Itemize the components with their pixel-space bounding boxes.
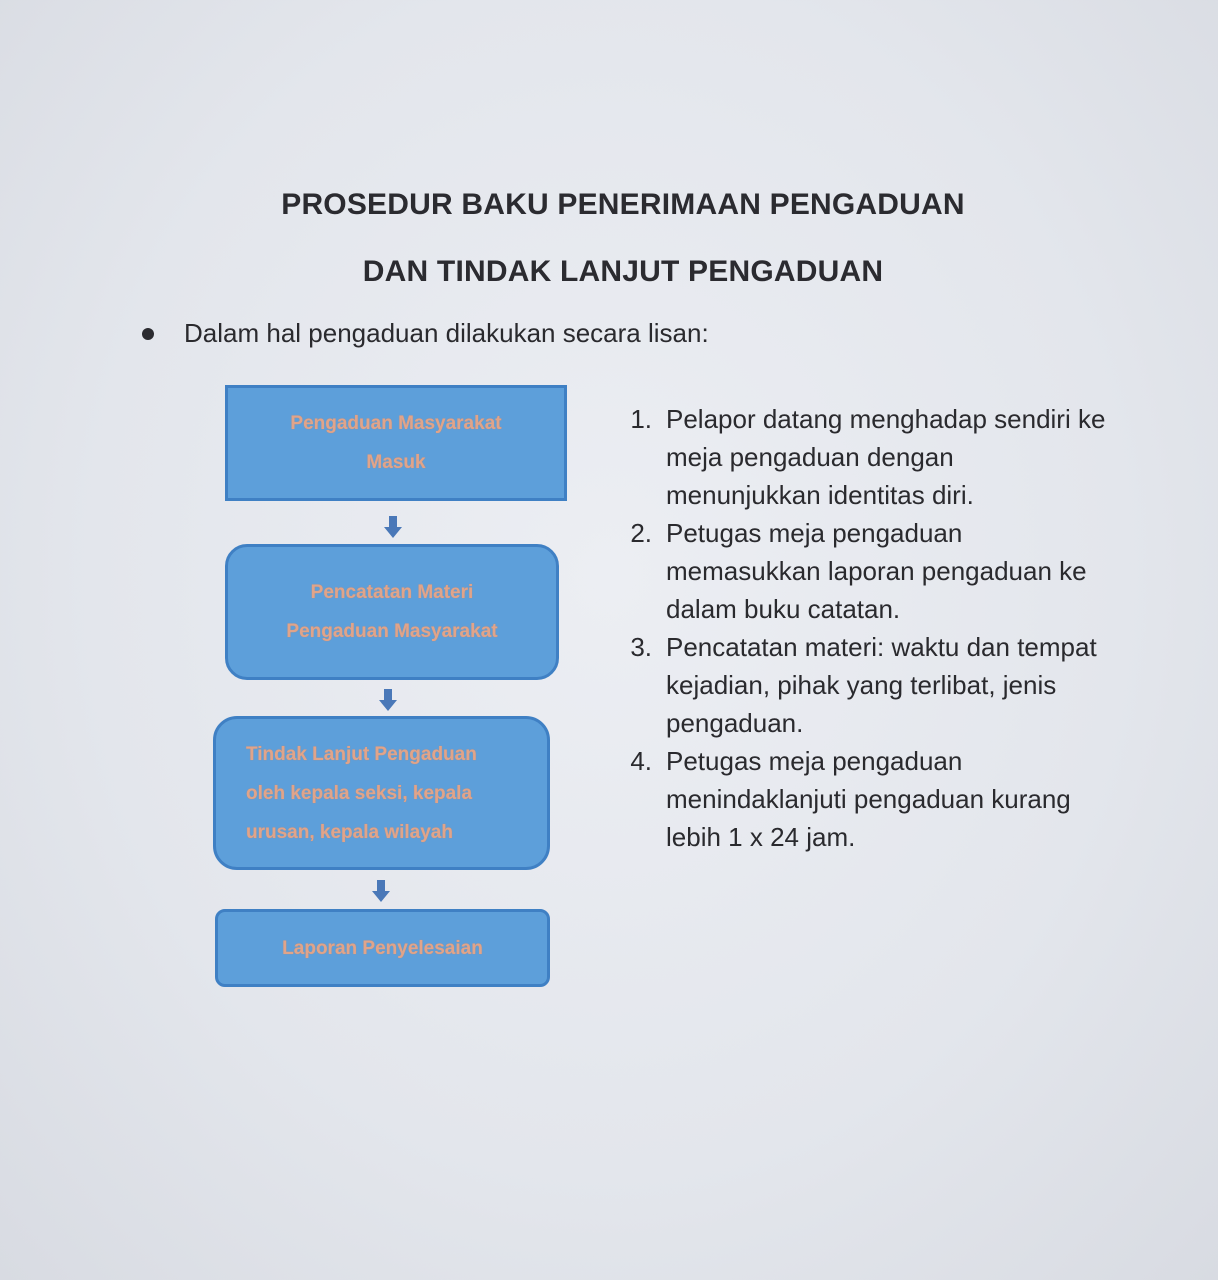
down-arrow-icon xyxy=(372,880,390,902)
step-text: Petugas meja pengaduan menindaklanjuti pengaduan kurang lebih 1 x 24 jam. xyxy=(666,746,1071,852)
flow-box-label: Laporan Penyelesaian xyxy=(282,937,483,959)
document-title-line2: DAN TINDAK LANJUT PENGADUAN xyxy=(362,255,884,288)
flow-box-recording xyxy=(225,544,559,680)
flow-box-label: Pengaduan Masyarakat Masuk xyxy=(290,413,502,473)
flow-box-completion-report xyxy=(215,909,550,987)
step-text: Pencatatan materi: waktu dan tempat kejadian, pihak yang terlibat, jenis pengaduan. xyxy=(666,632,1097,738)
step-item xyxy=(600,742,1160,856)
step-number: 3. xyxy=(630,632,652,662)
step-text: Petugas meja pengaduan memasukkan laporan pengaduan ke dalam buku catatan. xyxy=(666,518,1087,624)
step-number: 1. xyxy=(630,404,652,434)
flow-box-follow-up xyxy=(213,716,550,870)
step-item xyxy=(600,628,1160,742)
bullet-dot-icon xyxy=(142,328,154,340)
step-item xyxy=(600,400,1160,514)
step-number: 4. xyxy=(630,746,652,776)
step-text: Pelapor datang menghadap sendiri ke meja pengaduan dengan menunjukkan identitas diri. xyxy=(666,404,1106,510)
flow-box-label: Tindak Lanjut Pengaduan oleh kepala seksi, kepala urusan, kepala wilayah xyxy=(246,743,477,843)
steps-list xyxy=(600,400,1160,856)
document-title-line1: PROSEDUR BAKU PENERIMAAN PENGADUAN xyxy=(281,188,965,221)
flow-box-label: Pencatatan Materi Pengaduan Masyarakat xyxy=(286,582,498,642)
step-number: 2. xyxy=(630,518,652,548)
flow-box-complaint-received xyxy=(225,385,567,501)
bullet-text: Dalam hal pengaduan dilakukan secara lisan: xyxy=(184,318,709,348)
bullet-item xyxy=(142,318,709,349)
step-item xyxy=(600,514,1160,628)
down-arrow-icon xyxy=(379,689,397,711)
down-arrow-icon xyxy=(384,516,402,538)
